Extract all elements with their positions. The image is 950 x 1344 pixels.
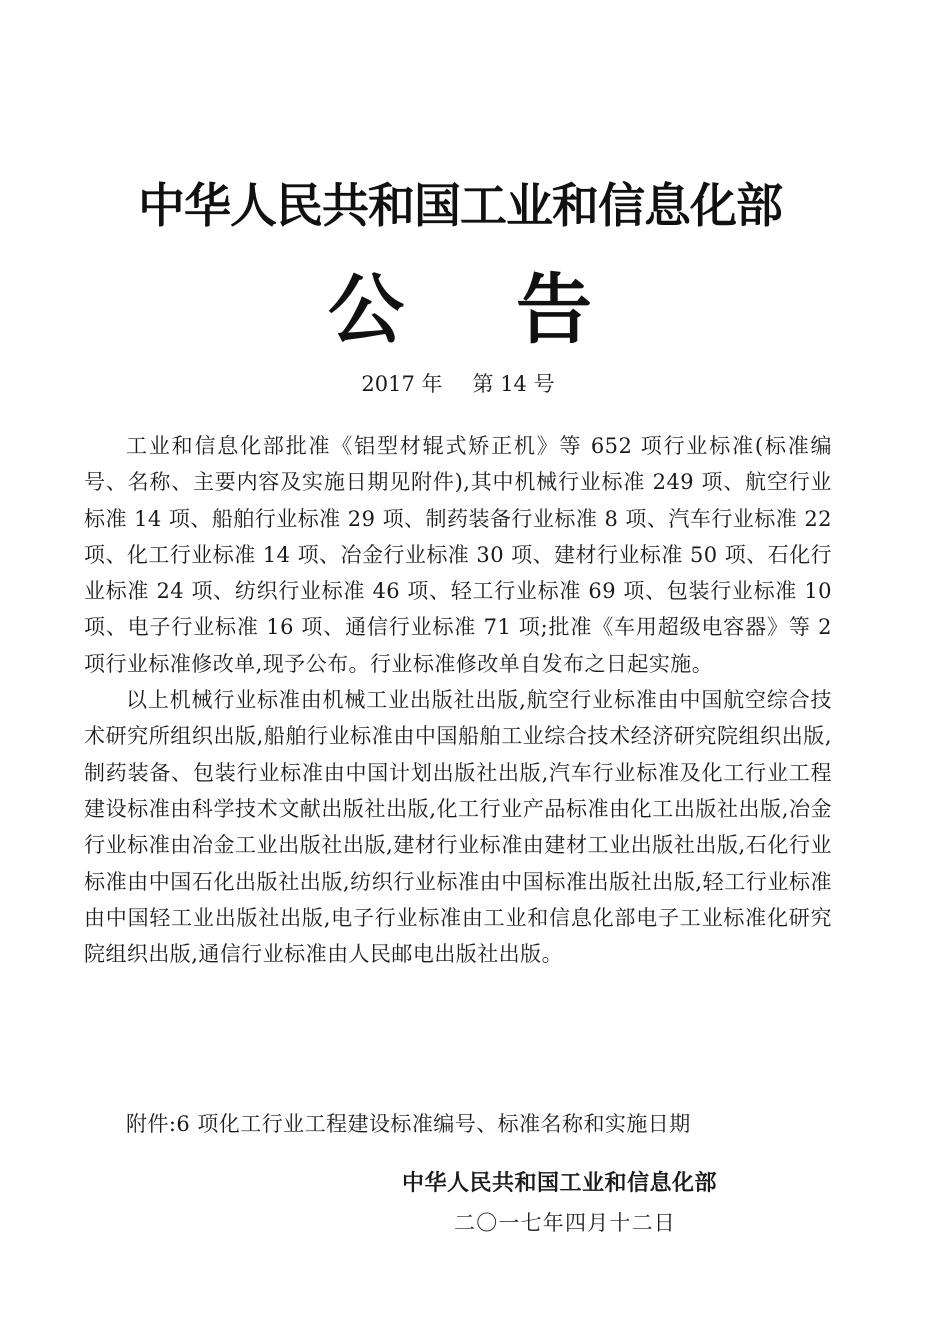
body-paragraph-1: 工业和信息化部批准《铝型材辊式矫正机》等 652 项行业标准(标准编号、名称、主要内容及实施日期见附件),其中机械行业标准 249 项、航空行业标准 14 项、船舶行业标准 29 项、制药装备行业标准 8 项、汽车行业标准 22 项、化工行业标准 14 项、冶金行业标准 30 项、建材行业标准 50 项、石化行业标准 24 项、纺织行业标准 46 项、轻工行业标准 69 项、包装行业标准 10 项、电子行业标准 16 项、通信行业标准 71 项;批准《车用超级电容器》等 2 项行业标准修改单,现予公布。行业标准修改单自发布之日起实施。 bbox=[84, 434, 832, 676]
doc-issue-number: 第 14 号 bbox=[472, 372, 555, 396]
announcement-body bbox=[84, 428, 832, 972]
document-number bbox=[0, 370, 916, 398]
doc-type-char-1: 公 bbox=[328, 265, 404, 354]
attachment-note: 附件:6 项化工行业工程建设标准编号、标准名称和实施日期 bbox=[126, 1112, 691, 1136]
document-type-heading bbox=[0, 265, 920, 354]
doc-type-char-2: 告 bbox=[516, 265, 592, 354]
issuing-org-title: 中华人民共和国工业和信息化部 bbox=[138, 179, 782, 234]
signature-date: 二〇一七年四月十二日 bbox=[454, 1211, 676, 1235]
doc-year: 2017 年 bbox=[361, 372, 443, 396]
signature-org: 中华人民共和国工业和信息化部 bbox=[402, 1171, 718, 1196]
body-paragraph-2: 以上机械行业标准由机械工业出版社出版,航空行业标准由中国航空综合技术研究所组织出版,船舶行业标准由中国船舶工业综合技术经济研究院组织出版,制药装备、包装行业标准由中国计划出版社出版,汽车行业标准及化工行业工程建设标准由科学技术文献出版社出版,化工行业产品标准由化工出版社出版,冶金行业标准由冶金工业出版社出版,建材行业标准由建材工业出版社出版,石化行业标准由中国石化出版社出版,纺织行业标准由中国标准出版社出版,轻工行业标准由中国轻工业出版社出版,电子行业标准由工业和信息化部电子工业标准化研究院组织出版,通信行业标准由人民邮电出版社出版。 bbox=[84, 688, 832, 967]
